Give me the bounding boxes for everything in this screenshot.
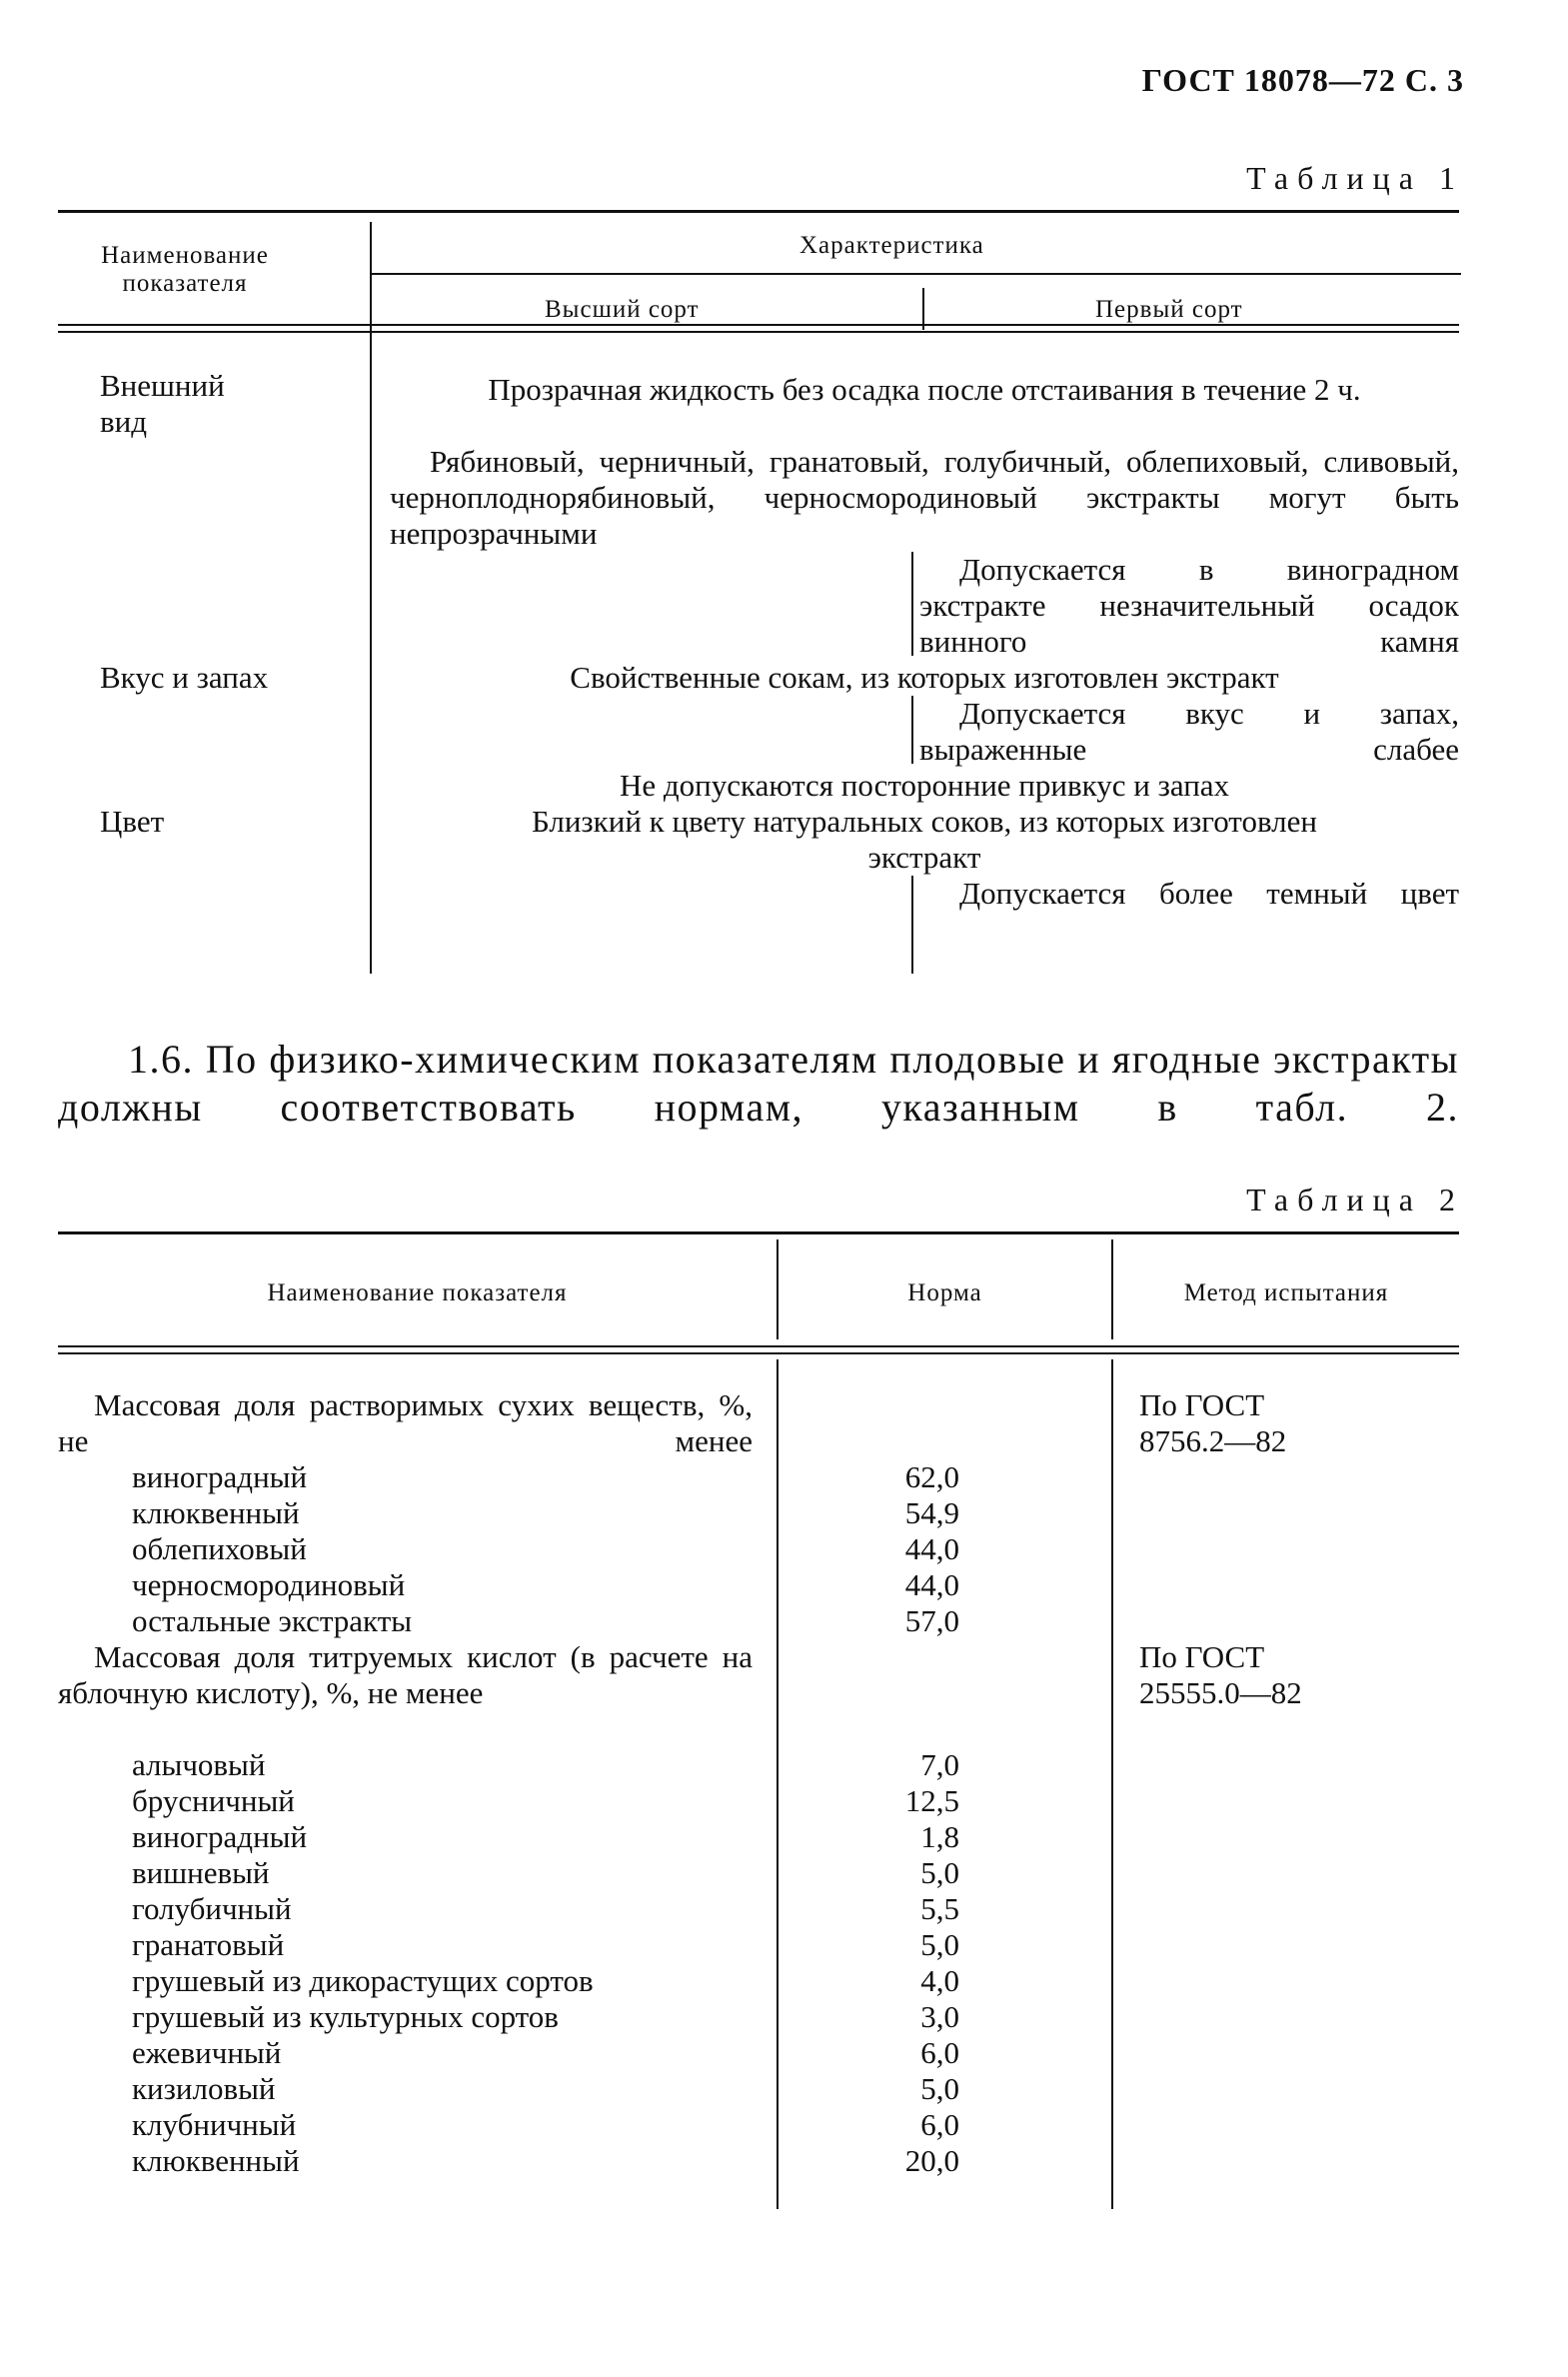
table2-group1-norm: 44,0 <box>904 1567 959 1602</box>
table2-group2-item: алычовый <box>132 1747 266 1782</box>
table2-header-bottom-rule-2 <box>58 1352 1459 1354</box>
table2-group2-item: грушевый из культурных сортов <box>132 1999 559 2034</box>
table1-color-first-grade: Допускается более темный цвет <box>959 876 1459 911</box>
table2-top-rule <box>58 1231 1459 1234</box>
table2-group2-norm: 5,0 <box>920 2071 959 2106</box>
table2-group2-item: кизиловый <box>132 2071 276 2106</box>
table2-group1-item: облепиховый <box>132 1531 307 1566</box>
table2-group1-title: Массовая доля растворимых сухих веществ, %, не менее <box>58 1387 753 1458</box>
table2-group1-item: виноградный <box>132 1459 308 1494</box>
table1-appearance-first-grade: Допускается в виноградном экстракте незначительный осадок винного камня <box>919 552 1459 659</box>
table2-group2-item: клубничный <box>132 2107 297 2142</box>
table2-group2-norm: 5,0 <box>920 1927 959 1962</box>
paragraph-1-6: 1.6. По физико-химическим показателям плодовые и ягодные экстракты должны соответствовать нормам, указанным в табл. 2. <box>58 1037 1459 1130</box>
table2-group1-item: клюквенный <box>132 1495 300 1530</box>
table1-row-taste-name: Вкус и запах <box>100 660 269 695</box>
table2-group2-item: виноградный <box>132 1819 308 1854</box>
table2-group2-item: брусничный <box>132 1783 295 1818</box>
table1-col-divider <box>370 222 372 974</box>
table2-group2-norm: 12,5 <box>904 1783 959 1818</box>
table1-col-high-header: Высший сорт <box>545 296 700 323</box>
table1-grade-divider <box>922 288 924 330</box>
table1-appearance-general-2: Рябиновый, черничный, гранатовый, голубичный, облепиховый, сливовый, черноплоднорябиновый, черносмородиновый экстракты могут быть непрозрачными <box>390 444 1459 551</box>
table2-group2-item: гранатовый <box>132 1927 285 1962</box>
table1-row-color-name: Цвет <box>100 804 165 839</box>
table2-group2-norm: 7,0 <box>920 1747 959 1782</box>
table2-group2-title: Массовая доля титруемых кислот (в расчете на яблочную кислоту), %, не менее <box>58 1639 753 1710</box>
table2-group1-item: остальные экстракты <box>132 1603 413 1638</box>
table2-group2-norm: 5,5 <box>920 1891 959 1926</box>
table1-header-bottom-rule-2 <box>58 331 1459 333</box>
table1-row-appearance-name: Внешний вид <box>100 368 225 439</box>
table2-group2-norm: 3,0 <box>920 1999 959 2034</box>
table2-group2-item: ежевичный <box>132 2035 282 2070</box>
table2-col-name-header: Наименование показателя <box>267 1279 568 1306</box>
table2-col-method-header: Метод испытания <box>1183 1279 1389 1306</box>
table2-group2-item: голубичный <box>132 1891 292 1926</box>
table1-col-name-header: Наименование показателя <box>101 242 269 297</box>
table1-taste-general-2: Не допускаются посторонние привкус и запах <box>619 768 1230 803</box>
table1-header-bottom-rule <box>58 324 1459 326</box>
table1-top-rule <box>58 210 1459 213</box>
table2-col-norm-header: Норма <box>907 1279 982 1306</box>
table2-group2-item: вишневый <box>132 1855 270 1890</box>
table2-group1-norm: 54,9 <box>904 1495 959 1530</box>
table2-group2-method: По ГОСТ 25555.0—82 <box>1139 1639 1302 1710</box>
table2-group2-norm: 1,8 <box>920 1819 959 1854</box>
table2-group2-norm: 5,0 <box>920 1855 959 1890</box>
table2-header-bottom-rule <box>58 1345 1459 1347</box>
table2-body-divider-1 <box>777 1359 779 2209</box>
table2-group1-method: По ГОСТ 8756.2—82 <box>1139 1387 1287 1458</box>
table1-color-first-bar <box>911 876 913 974</box>
table1-caption: Таблица 1 <box>1246 160 1464 196</box>
table2-group2-item: грушевый из дикорастущих сортов <box>132 1963 594 1998</box>
table1-header-mid-rule <box>372 273 1461 275</box>
table2-group1-norm: 57,0 <box>904 1603 959 1638</box>
table2-group2-norm: 6,0 <box>920 2035 959 2070</box>
table1-color-general-1: Близкий к цвету натуральных соков, из которых изготовлен экстракт <box>531 804 1317 875</box>
table2-body-divider-2 <box>1111 1359 1113 2209</box>
table1-taste-first-bar <box>911 696 913 764</box>
table2-group1-norm: 44,0 <box>904 1531 959 1566</box>
table2-caption: Таблица 2 <box>1246 1182 1464 1217</box>
table2-group2-norm: 4,0 <box>920 1963 959 1998</box>
table1-appearance-general-1: Прозрачная жидкость без осадка после отстаивания в течение 2 ч. <box>488 372 1361 407</box>
table2-group2-norm: 20,0 <box>904 2143 959 2178</box>
table2-group2-norm: 6,0 <box>920 2107 959 2142</box>
table1-taste-general-1: Свойственные сокам, из которых изготовлен экстракт <box>570 660 1279 695</box>
table1-col-first-header: Первый сорт <box>1095 296 1243 323</box>
table1-col-char-header: Характеристика <box>799 232 984 259</box>
table1-taste-first-grade: Допускается вкус и запах, выраженные слабее <box>919 696 1459 767</box>
table1-appearance-first-bar <box>911 552 913 656</box>
table2-group1-item: черносмородиновый <box>132 1567 406 1602</box>
table2-group2-item: клюквенный <box>132 2143 300 2178</box>
table2-group1-norm: 62,0 <box>904 1459 959 1494</box>
page-header: ГОСТ 18078—72 С. 3 <box>1141 62 1464 98</box>
